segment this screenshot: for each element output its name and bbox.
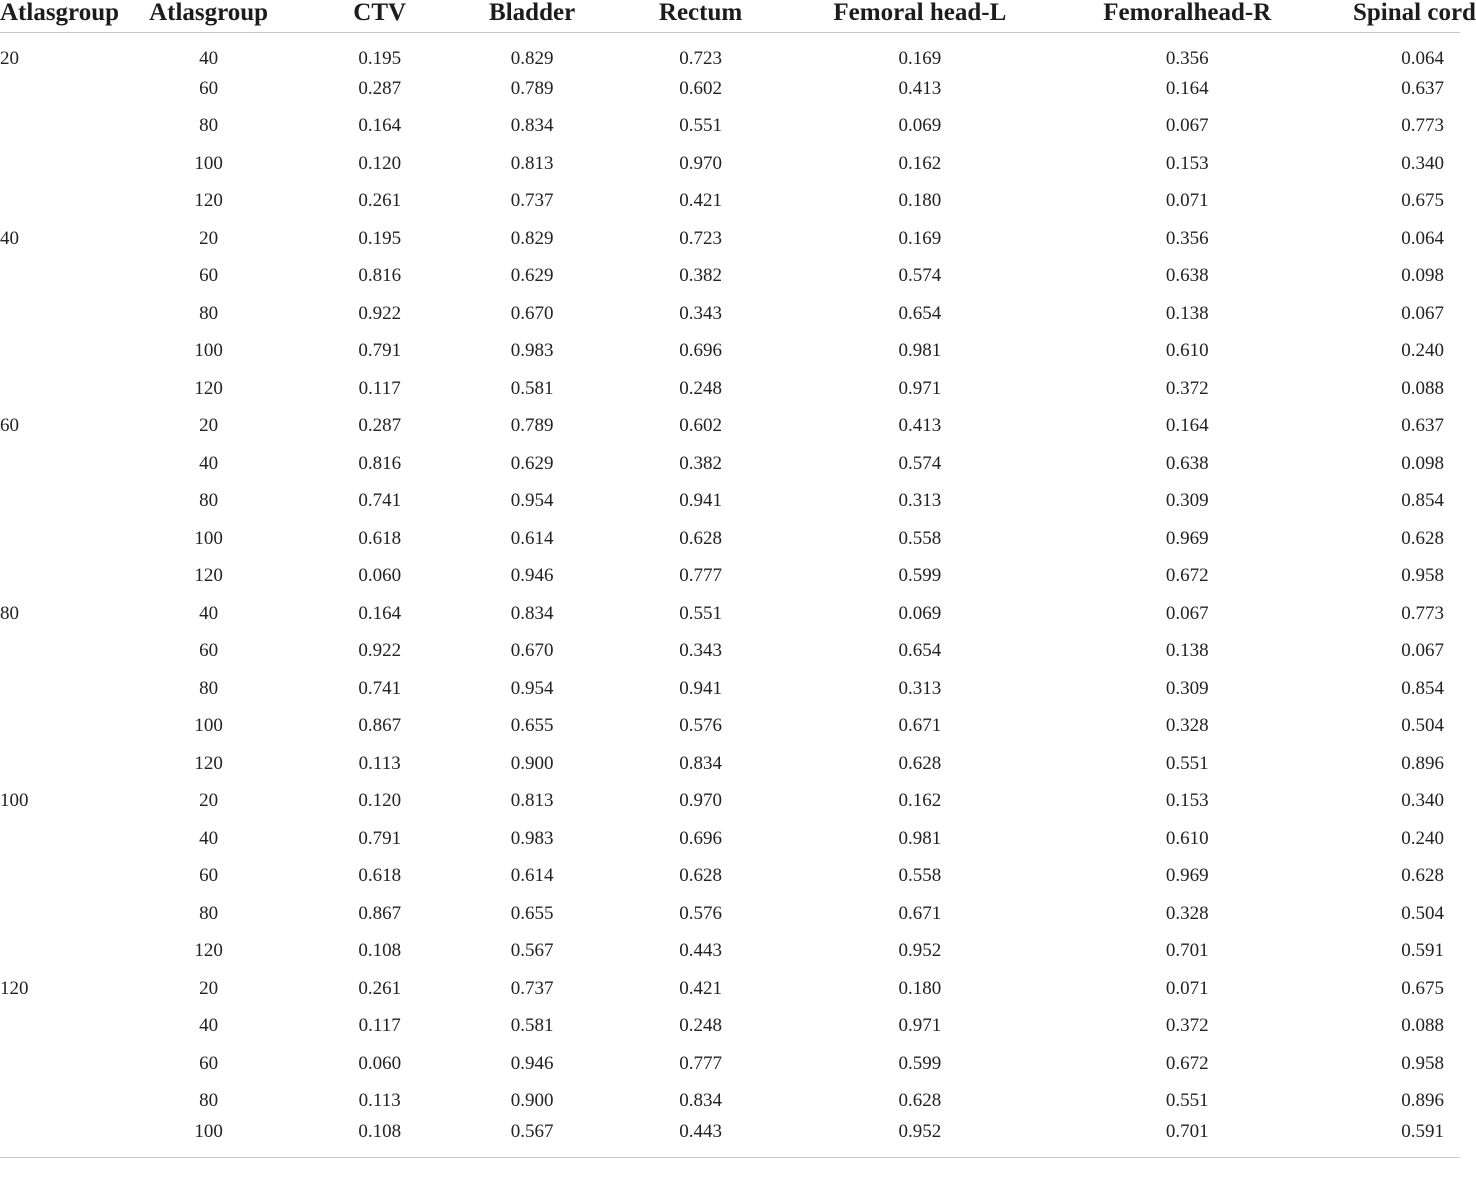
table-row (0, 820, 1460, 858)
cell-rectum: 0.834 (679, 1090, 722, 1112)
cell-femoral-head-l: 0.162 (898, 790, 942, 812)
cell-femoral-head-l: 0.654 (898, 302, 942, 324)
cell-femoral-head-l: 0.313 (898, 677, 942, 699)
cell-atlasgroup (0, 895, 139, 933)
cell-atlasgroup: 120 (0, 977, 29, 999)
cell-atlas: 60 (199, 1052, 219, 1074)
cell-bladder: 0.834 (510, 115, 554, 137)
table-row (0, 183, 1460, 221)
cell-ctv: 0.618 (358, 865, 402, 887)
cell-femoral-head-l: 0.169 (898, 227, 942, 249)
cell-atlasgroup (0, 670, 139, 708)
cell-femoral-head-l: 0.628 (898, 1090, 942, 1112)
table-row (0, 70, 1460, 108)
cell-femoral-head-r: 0.067 (1165, 115, 1209, 137)
cell-spinal-cord: 0.958 (1401, 1052, 1444, 1074)
cell-bladder: 0.737 (510, 977, 554, 999)
cell-bladder: 0.629 (510, 265, 554, 287)
cell-spinal-cord: 0.637 (1401, 77, 1444, 99)
cell-femoral-head-r: 0.071 (1165, 977, 1209, 999)
cell-rectum: 0.696 (679, 340, 722, 362)
cell-femoral-head-r: 0.551 (1165, 752, 1209, 774)
cell-femoral-head-r: 0.701 (1165, 940, 1209, 962)
cell-rectum: 0.421 (679, 190, 722, 212)
cell-atlas: 40 (199, 1015, 219, 1037)
cell-ctv: 0.120 (358, 152, 402, 174)
cell-spinal-cord: 0.064 (1401, 227, 1444, 249)
table-row (0, 708, 1460, 746)
cell-femoral-head-l: 0.313 (898, 490, 942, 512)
cell-femoral-head-l: 0.162 (898, 152, 942, 174)
cell-spinal-cord: 0.591 (1353, 1120, 1460, 1158)
cell-bladder: 0.581 (510, 377, 554, 399)
cell-rectum: 0.443 (679, 940, 722, 962)
cell-femoral-head-l: 0.169 (898, 47, 942, 69)
cell-femoral-head-l: 0.599 (898, 1052, 942, 1074)
cell-atlas: 80 (199, 115, 219, 137)
cell-femoral-head-r: 0.138 (1165, 302, 1209, 324)
cell-rectum: 0.696 (679, 827, 722, 849)
cell-femoral-head-l: 0.971 (898, 377, 942, 399)
cell-ctv: 0.618 (358, 527, 402, 549)
cell-ctv: 0.816 (358, 265, 402, 287)
cell-femoral-head-r: 0.138 (1165, 640, 1209, 662)
cell-atlasgroup (0, 1120, 139, 1158)
cell-ctv: 0.113 (358, 1090, 401, 1112)
cell-rectum: 0.970 (679, 152, 722, 174)
cell-spinal-cord: 0.637 (1401, 415, 1444, 437)
cell-spinal-cord: 0.240 (1401, 340, 1444, 362)
header-atlasgroup-2: Atlasgroup (139, 0, 278, 33)
table-row (0, 33, 1460, 71)
cell-ctv: 0.287 (358, 77, 402, 99)
cell-rectum: 0.941 (679, 490, 722, 512)
cell-femoral-head-r: 0.164 (1165, 415, 1209, 437)
header-femoral-head-l: Femoral head-L (818, 0, 1021, 33)
cell-bladder: 0.829 (510, 47, 554, 69)
cell-spinal-cord: 0.773 (1401, 602, 1444, 624)
cell-spinal-cord: 0.773 (1401, 115, 1444, 137)
cell-atlasgroup: 20 (0, 47, 19, 69)
cell-atlasgroup (0, 520, 139, 558)
cell-ctv: 0.108 (278, 1120, 481, 1158)
cell-atlasgroup: 80 (0, 602, 19, 624)
table-body (0, 33, 1460, 1158)
cell-ctv: 0.195 (358, 227, 402, 249)
cell-atlasgroup (0, 483, 139, 521)
cell-ctv: 0.164 (358, 115, 402, 137)
cell-spinal-cord: 0.854 (1401, 677, 1444, 699)
cell-femoral-head-l: 0.981 (898, 827, 942, 849)
cell-spinal-cord: 0.628 (1401, 527, 1444, 549)
cell-atlas: 40 (199, 452, 219, 474)
cell-femoral-head-l: 0.069 (898, 602, 942, 624)
cell-atlasgroup (0, 70, 139, 108)
cell-atlasgroup: 100 (0, 790, 29, 812)
cell-femoral-head-r: 0.372 (1165, 377, 1209, 399)
cell-atlas: 120 (194, 190, 223, 212)
cell-bladder: 0.813 (510, 790, 554, 812)
cell-rectum: 0.576 (679, 902, 722, 924)
header-spinal-cord: Spinal cord (1353, 0, 1460, 33)
cell-rectum: 0.602 (679, 415, 722, 437)
cell-bladder: 0.670 (510, 302, 554, 324)
cell-rectum: 0.421 (679, 977, 722, 999)
cell-atlas: 100 (194, 715, 223, 737)
cell-rectum: 0.628 (679, 865, 722, 887)
table-row (0, 408, 1460, 446)
cell-rectum: 0.576 (679, 715, 722, 737)
table-row (0, 145, 1460, 183)
cell-femoral-head-l: 0.069 (898, 115, 942, 137)
cell-atlas: 40 (199, 602, 219, 624)
table-row (0, 558, 1460, 596)
cell-atlasgroup (0, 1083, 139, 1121)
cell-atlas: 20 (199, 790, 219, 812)
cell-spinal-cord: 0.591 (1401, 940, 1444, 962)
cell-spinal-cord: 0.067 (1401, 302, 1444, 324)
cell-ctv: 0.741 (358, 677, 402, 699)
table-row (0, 745, 1460, 783)
cell-atlasgroup (0, 108, 139, 146)
cell-atlas: 60 (199, 77, 219, 99)
cell-femoral-head-l: 0.654 (898, 640, 942, 662)
cell-atlasgroup (0, 258, 139, 296)
table-row (0, 220, 1460, 258)
cell-rectum: 0.970 (679, 790, 722, 812)
cell-bladder: 0.900 (510, 752, 554, 774)
cell-atlas: 80 (199, 1090, 219, 1112)
cell-ctv: 0.867 (358, 902, 402, 924)
cell-rectum: 0.248 (679, 377, 722, 399)
cell-femoral-head-r: 0.638 (1165, 265, 1209, 287)
cell-bladder: 0.581 (510, 1015, 554, 1037)
cell-spinal-cord: 0.504 (1401, 715, 1444, 737)
cell-spinal-cord: 0.064 (1401, 47, 1444, 69)
cell-bladder: 0.954 (510, 677, 554, 699)
cell-atlasgroup (0, 820, 139, 858)
cell-femoral-head-l: 0.558 (898, 865, 942, 887)
cell-atlas: 60 (199, 865, 219, 887)
cell-atlasgroup (0, 1045, 139, 1083)
cell-atlasgroup (0, 933, 139, 971)
cell-atlas: 120 (194, 377, 223, 399)
table-row (0, 1008, 1460, 1046)
cell-atlasgroup (0, 183, 139, 221)
cell-ctv: 0.261 (358, 190, 402, 212)
cell-femoral-head-l: 0.574 (898, 452, 942, 474)
cell-atlas: 80 (199, 302, 219, 324)
cell-atlasgroup: 60 (0, 415, 19, 437)
cell-femoral-head-r: 0.610 (1165, 827, 1209, 849)
header-rectum: Rectum (583, 0, 818, 33)
table-row (0, 1120, 1460, 1158)
cell-femoral-head-l: 0.952 (898, 940, 942, 962)
table-row (0, 370, 1460, 408)
cell-spinal-cord: 0.340 (1401, 790, 1444, 812)
cell-femoral-head-r: 0.610 (1165, 340, 1209, 362)
cell-atlas: 100 (194, 527, 223, 549)
header-femoral-head-r: Femoralhead-R (1021, 0, 1353, 33)
cell-bladder: 0.655 (510, 902, 554, 924)
cell-atlas: 20 (199, 977, 219, 999)
cell-femoral-head-l: 0.628 (898, 752, 942, 774)
cell-spinal-cord: 0.067 (1401, 640, 1444, 662)
cell-rectum: 0.723 (679, 227, 722, 249)
cell-ctv: 0.741 (358, 490, 402, 512)
cell-ctv: 0.117 (358, 377, 401, 399)
cell-bladder: 0.629 (510, 452, 554, 474)
table-row (0, 295, 1460, 333)
header-ctv: CTV (278, 0, 481, 33)
cell-atlasgroup (0, 708, 139, 746)
cell-spinal-cord: 0.854 (1401, 490, 1444, 512)
cell-femoral-head-r: 0.328 (1165, 715, 1209, 737)
cell-spinal-cord: 0.628 (1401, 865, 1444, 887)
cell-atlas: 80 (199, 490, 219, 512)
cell-spinal-cord: 0.240 (1401, 827, 1444, 849)
cell-atlasgroup (0, 445, 139, 483)
table-row (0, 1045, 1460, 1083)
header-row (0, 0, 1460, 33)
cell-femoral-head-r: 0.356 (1165, 227, 1209, 249)
cell-bladder: 0.900 (510, 1090, 554, 1112)
cell-bladder: 0.829 (510, 227, 554, 249)
cell-bladder: 0.614 (510, 865, 554, 887)
table-row (0, 895, 1460, 933)
cell-atlasgroup (0, 745, 139, 783)
cell-rectum: 0.343 (679, 640, 722, 662)
cell-bladder: 0.834 (510, 602, 554, 624)
cell-rectum: 0.343 (679, 302, 722, 324)
cell-rectum: 0.382 (679, 452, 722, 474)
cell-femoral-head-l: 0.671 (898, 715, 942, 737)
cell-bladder: 0.789 (510, 77, 554, 99)
cell-ctv: 0.816 (358, 452, 402, 474)
cell-ctv: 0.261 (358, 977, 402, 999)
table-row (0, 783, 1460, 821)
table-row (0, 670, 1460, 708)
table-row (0, 258, 1460, 296)
cell-atlas: 40 (199, 827, 219, 849)
cell-atlasgroup (0, 295, 139, 333)
table-row (0, 483, 1460, 521)
cell-femoral-head-r: 0.672 (1165, 1052, 1209, 1074)
cell-ctv: 0.164 (358, 602, 402, 624)
cell-ctv: 0.120 (358, 790, 402, 812)
cell-femoral-head-r: 0.153 (1165, 790, 1209, 812)
cell-rectum: 0.723 (679, 47, 722, 69)
cell-femoral-head-r: 0.969 (1165, 865, 1209, 887)
cell-femoral-head-r: 0.372 (1165, 1015, 1209, 1037)
cell-atlasgroup (0, 1008, 139, 1046)
cell-femoral-head-r: 0.153 (1165, 152, 1209, 174)
cell-rectum: 0.602 (679, 77, 722, 99)
cell-femoral-head-l: 0.952 (818, 1120, 1021, 1158)
cell-atlas: 120 (194, 940, 223, 962)
cell-bladder: 0.614 (510, 527, 554, 549)
cell-atlasgroup (0, 370, 139, 408)
cell-spinal-cord: 0.958 (1401, 565, 1444, 587)
table-row (0, 1083, 1460, 1121)
cell-femoral-head-r: 0.638 (1165, 452, 1209, 474)
cell-rectum: 0.777 (679, 565, 722, 587)
cell-atlas: 120 (194, 752, 223, 774)
header-bladder: Bladder (481, 0, 583, 33)
cell-femoral-head-l: 0.180 (898, 190, 942, 212)
cell-atlas: 80 (199, 902, 219, 924)
cell-ctv: 0.922 (358, 640, 402, 662)
cell-femoral-head-l: 0.413 (898, 77, 942, 99)
cell-spinal-cord: 0.675 (1401, 977, 1444, 999)
cell-femoral-head-r: 0.356 (1165, 47, 1209, 69)
table-row (0, 858, 1460, 896)
cell-ctv: 0.113 (358, 752, 401, 774)
table-row (0, 970, 1460, 1008)
cell-spinal-cord: 0.675 (1401, 190, 1444, 212)
cell-spinal-cord: 0.896 (1401, 752, 1444, 774)
cell-rectum: 0.628 (679, 527, 722, 549)
cell-femoral-head-r: 0.067 (1165, 602, 1209, 624)
cell-ctv: 0.195 (358, 47, 402, 69)
table-header (0, 0, 1476, 33)
cell-ctv: 0.791 (358, 827, 402, 849)
cell-atlasgroup (0, 558, 139, 596)
cell-bladder: 0.567 (510, 940, 554, 962)
cell-rectum: 0.248 (679, 1015, 722, 1037)
cell-atlas: 80 (199, 677, 219, 699)
cell-femoral-head-l: 0.671 (898, 902, 942, 924)
cell-rectum: 0.443 (583, 1120, 818, 1158)
header-atlasgroup-1: Atlasgroup (0, 0, 139, 33)
cell-bladder: 0.813 (510, 152, 554, 174)
cell-femoral-head-l: 0.981 (898, 340, 942, 362)
cell-atlas: 40 (199, 47, 219, 69)
cell-ctv: 0.287 (358, 415, 402, 437)
cell-spinal-cord: 0.088 (1401, 1015, 1444, 1037)
cell-bladder: 0.789 (510, 415, 554, 437)
cell-femoral-head-r: 0.672 (1165, 565, 1209, 587)
cell-atlasgroup (0, 333, 139, 371)
cell-spinal-cord: 0.098 (1401, 265, 1444, 287)
cell-femoral-head-r: 0.071 (1165, 190, 1209, 212)
cell-atlas: 100 (194, 152, 223, 174)
cell-bladder: 0.655 (510, 715, 554, 737)
cell-ctv: 0.108 (358, 940, 402, 962)
cell-bladder: 0.670 (510, 640, 554, 662)
cell-femoral-head-r: 0.328 (1165, 902, 1209, 924)
cell-atlas: 100 (194, 340, 223, 362)
cell-femoral-head-l: 0.180 (898, 977, 942, 999)
cell-atlas: 20 (199, 227, 219, 249)
table-row (0, 595, 1460, 633)
cell-rectum: 0.941 (679, 677, 722, 699)
cell-rectum: 0.834 (679, 752, 722, 774)
cell-femoral-head-r: 0.551 (1165, 1090, 1209, 1112)
cell-ctv: 0.060 (358, 1052, 402, 1074)
cell-atlasgroup (0, 145, 139, 183)
cell-femoral-head-r: 0.309 (1165, 677, 1209, 699)
cell-femoral-head-l: 0.558 (898, 527, 942, 549)
cell-bladder: 0.567 (481, 1120, 583, 1158)
table-row (0, 633, 1460, 671)
cell-atlas: 20 (199, 415, 219, 437)
cell-femoral-head-l: 0.599 (898, 565, 942, 587)
cell-atlasgroup: 40 (0, 227, 19, 249)
cell-rectum: 0.551 (679, 602, 722, 624)
table-row (0, 108, 1460, 146)
cell-rectum: 0.777 (679, 1052, 722, 1074)
table-row (0, 520, 1460, 558)
cell-femoral-head-r: 0.969 (1165, 527, 1209, 549)
cell-femoral-head-l: 0.971 (898, 1015, 942, 1037)
cell-femoral-head-l: 0.574 (898, 265, 942, 287)
cell-bladder: 0.946 (510, 565, 554, 587)
cell-rectum: 0.382 (679, 265, 722, 287)
cell-ctv: 0.117 (358, 1015, 401, 1037)
cell-ctv: 0.060 (358, 565, 402, 587)
cell-bladder: 0.983 (510, 827, 554, 849)
cell-femoral-head-r: 0.701 (1021, 1120, 1353, 1158)
cell-bladder: 0.946 (510, 1052, 554, 1074)
table-row (0, 445, 1460, 483)
cell-atlas: 60 (199, 265, 219, 287)
cell-femoral-head-r: 0.309 (1165, 490, 1209, 512)
cell-rectum: 0.551 (679, 115, 722, 137)
cell-spinal-cord: 0.340 (1401, 152, 1444, 174)
cell-spinal-cord: 0.504 (1401, 902, 1444, 924)
table-row (0, 333, 1460, 371)
cell-bladder: 0.983 (510, 340, 554, 362)
cell-atlas: 120 (194, 565, 223, 587)
cell-spinal-cord: 0.896 (1401, 1090, 1444, 1112)
table-row (0, 933, 1460, 971)
cell-ctv: 0.922 (358, 302, 402, 324)
cell-bladder: 0.737 (510, 190, 554, 212)
cell-ctv: 0.867 (358, 715, 402, 737)
cell-femoral-head-l: 0.413 (898, 415, 942, 437)
cell-atlasgroup (0, 633, 139, 671)
cell-atlasgroup (0, 858, 139, 896)
cell-atlas: 100 (139, 1120, 278, 1158)
cell-atlas: 60 (199, 640, 219, 662)
cell-femoral-head-r: 0.164 (1165, 77, 1209, 99)
cell-bladder: 0.954 (510, 490, 554, 512)
cell-ctv: 0.791 (358, 340, 402, 362)
cell-spinal-cord: 0.088 (1401, 377, 1444, 399)
cell-spinal-cord: 0.098 (1401, 452, 1444, 474)
